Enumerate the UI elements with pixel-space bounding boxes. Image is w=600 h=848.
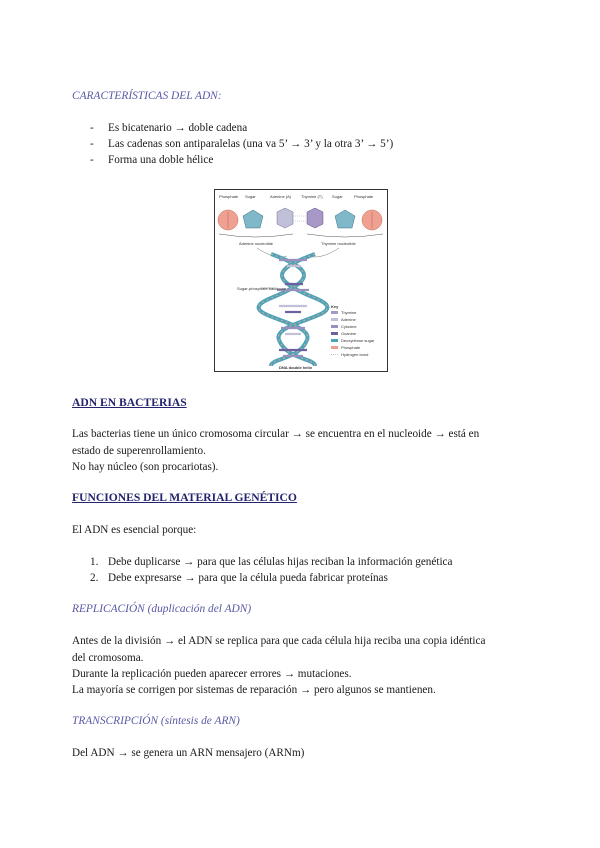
key-label-sugar: Deoxyribose sugar bbox=[341, 338, 375, 343]
list-number: 2. bbox=[90, 572, 99, 584]
list-item bbox=[90, 120, 247, 136]
bullet-marker: - bbox=[90, 122, 94, 134]
list-item bbox=[90, 554, 453, 570]
list-item bbox=[90, 152, 213, 168]
list-item bbox=[90, 136, 393, 152]
bullet-marker: - bbox=[90, 138, 94, 150]
key-title: Key bbox=[331, 304, 339, 309]
heading-funciones: FUNCIONES DEL MATERIAL GENÉTICO bbox=[72, 491, 297, 504]
key-swatch-phosphate bbox=[331, 346, 338, 349]
figure-label-phosphate-right: Phosphate bbox=[354, 194, 374, 199]
paragraph-line: El ADN es esencial porque: bbox=[72, 524, 197, 536]
figure-label-adenine: Adenine (A) bbox=[270, 194, 292, 199]
list-item-text: Debe expresarse → para que la célula pueda fabricar proteínas bbox=[108, 572, 388, 584]
key-label-cytosine: Cytosine bbox=[341, 324, 357, 329]
figure-label-backbone: Sugar-phosphate backbone bbox=[237, 286, 287, 291]
key-swatch-sugar bbox=[331, 339, 338, 342]
figure-caption: DNA double helix bbox=[279, 365, 312, 370]
heading-transcripcion: TRANSCRIPCIÓN (síntesis de ARN) bbox=[72, 715, 240, 727]
paragraph-line: Antes de la división → el ADN se replica para que cada célula hija reciba una copia idéntica bbox=[72, 635, 486, 647]
figure-label-sugar-right: Sugar bbox=[332, 194, 343, 199]
key-label-phosphate: Phosphate bbox=[341, 345, 361, 350]
paragraph-line: La mayoría se corrigen por sistemas de reparación → pero algunos se mantienen. bbox=[72, 684, 436, 696]
list-item-text: Debe duplicarse → para que las células hijas reciban la información genética bbox=[108, 556, 453, 568]
figure-label-thymine: Thymine (T) bbox=[301, 194, 323, 199]
figure-label-adenine-nucleotide: Adenine nucleotide bbox=[239, 241, 274, 246]
dna-figure bbox=[214, 189, 388, 372]
key-label-adenine: Adenine bbox=[341, 317, 356, 322]
key-swatch-guanine bbox=[331, 332, 338, 335]
list-item-text: Las cadenas son antiparalelas (una va 5’ → 3’ y la otra 3’ → 5’) bbox=[108, 138, 394, 150]
sugar-left-shape bbox=[243, 210, 263, 228]
list-item-text: Es bicatenario → doble cadena bbox=[108, 122, 248, 134]
figure-label-sugar: Sugar bbox=[245, 194, 256, 199]
list-number: 1. bbox=[90, 556, 99, 568]
paragraph-line: del cromosoma. bbox=[72, 652, 144, 664]
thymine-shape bbox=[307, 208, 323, 228]
heading-caracteristicas: CARACTERÍSTICAS DEL ADN: bbox=[72, 90, 222, 102]
key-label-hbond: Hydrogen bond bbox=[341, 352, 369, 357]
dna-diagram bbox=[215, 190, 387, 371]
key-swatch-cytosine bbox=[331, 325, 338, 328]
figure-label-phosphate: Phosphate bbox=[219, 194, 239, 199]
heading-replicacion: REPLICACIÓN (duplicación del ADN) bbox=[72, 603, 252, 615]
list-item-text: Forma una doble hélice bbox=[108, 154, 214, 166]
key-label-thymine: Thymine bbox=[341, 310, 357, 315]
key-label-guanine: Guanine bbox=[341, 331, 357, 336]
heading-bacterias: ADN EN BACTERIAS bbox=[72, 396, 187, 409]
paragraph-line: Durante la replicación pueden aparecer errores → mutaciones. bbox=[72, 668, 352, 680]
paragraph-line: estado de superenrollamiento. bbox=[72, 445, 206, 457]
adenine-shape bbox=[277, 208, 293, 228]
bullet-marker: - bbox=[90, 154, 94, 166]
paragraph-line: Las bacterias tiene un único cromosoma circular → se encuentra en el nucleoide → está en bbox=[72, 428, 480, 440]
key-swatch-adenine bbox=[331, 318, 338, 321]
paragraph-line: No hay núcleo (son procariotas). bbox=[72, 461, 219, 473]
figure-label-thymine-nucleotide: Thymine nucleotide bbox=[321, 241, 356, 246]
sugar-right-shape bbox=[335, 210, 355, 228]
key-swatch-thymine bbox=[331, 311, 338, 314]
paragraph-line: Del ADN → se genera un ARN mensajero (ARNm) bbox=[72, 747, 305, 759]
list-item bbox=[90, 570, 388, 586]
